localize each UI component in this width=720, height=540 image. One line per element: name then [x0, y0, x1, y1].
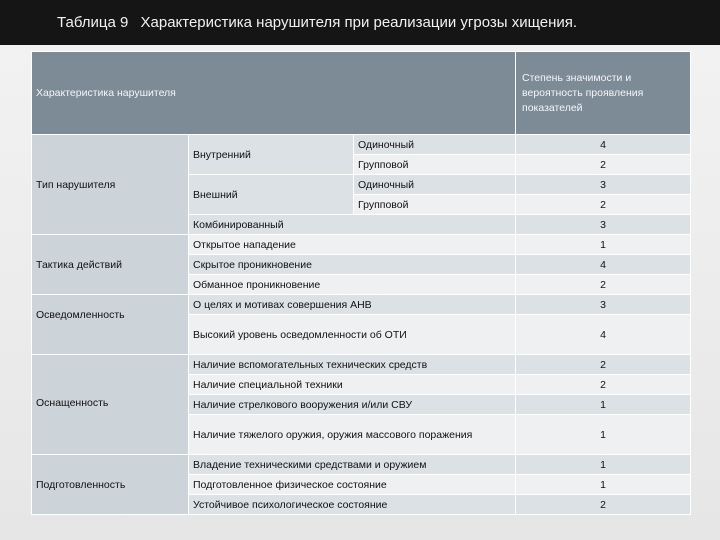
value-cell: 2 [516, 275, 691, 295]
header-characteristic: Характеристика нарушителя [32, 52, 516, 135]
value-cell: 2 [516, 495, 691, 515]
type-combined: Комбинированный [189, 215, 516, 235]
value-cell: 1 [516, 415, 691, 455]
type-external-group: Групповой [354, 195, 516, 215]
table-row [32, 355, 691, 375]
type-internal-group: Групповой [354, 155, 516, 175]
value-cell: 2 [516, 355, 691, 375]
group-awareness: Осведомленность [32, 295, 189, 355]
value-cell: 1 [516, 455, 691, 475]
row-label: Скрытое проникновение [189, 255, 516, 275]
group-tactics: Тактика действий [32, 235, 189, 295]
value-cell: 1 [516, 395, 691, 415]
value-cell: 3 [516, 295, 691, 315]
table-row [32, 135, 691, 155]
page-title [57, 14, 577, 31]
row-label: Устойчивое психологическое состояние [189, 495, 516, 515]
table-row [32, 455, 691, 475]
row-label: Наличие вспомогательных технических средств [189, 355, 516, 375]
row-label: О целях и мотивах совершения АНВ [189, 295, 516, 315]
row-label: Открытое нападение [189, 235, 516, 255]
value-cell: 3 [516, 175, 691, 195]
row-label: Наличие специальной техники [189, 375, 516, 395]
violator-table [31, 51, 691, 515]
type-internal: Внутренний [189, 135, 354, 175]
value-cell: 1 [516, 235, 691, 255]
value-cell: 2 [516, 155, 691, 175]
type-internal-single: Одиночный [354, 135, 516, 155]
row-label: Высокий уровень осведомленности об ОТИ [189, 315, 516, 355]
value-cell: 1 [516, 475, 691, 495]
group-equipment: Оснащенность [32, 355, 189, 455]
value-cell: 4 [516, 135, 691, 155]
table-header-row [32, 52, 691, 135]
value-cell: 3 [516, 215, 691, 235]
row-label: Обманное проникновение [189, 275, 516, 295]
group-preparedness: Подготовленность [32, 455, 189, 515]
row-label: Наличие тяжелого оружия, оружия массового поражения [189, 415, 516, 455]
type-external-single: Одиночный [354, 175, 516, 195]
table-row [32, 295, 691, 315]
type-external: Внешний [189, 175, 354, 215]
header-significance: Степень значимости и вероятность проявления показателей [516, 52, 691, 135]
table-row [32, 235, 691, 255]
table-number: Таблица 9 [57, 14, 129, 31]
row-label: Владение техническими средствами и оружием [189, 455, 516, 475]
table-title: Характеристика нарушителя при реализации угрозы хищения. [140, 14, 578, 31]
value-cell: 2 [516, 195, 691, 215]
value-cell: 4 [516, 315, 691, 355]
row-label: Подготовленное физическое состояние [189, 475, 516, 495]
value-cell: 2 [516, 375, 691, 395]
value-cell: 4 [516, 255, 691, 275]
group-type: Тип нарушителя [32, 135, 189, 235]
row-label: Наличие стрелкового вооружения и/или СВУ [189, 395, 516, 415]
